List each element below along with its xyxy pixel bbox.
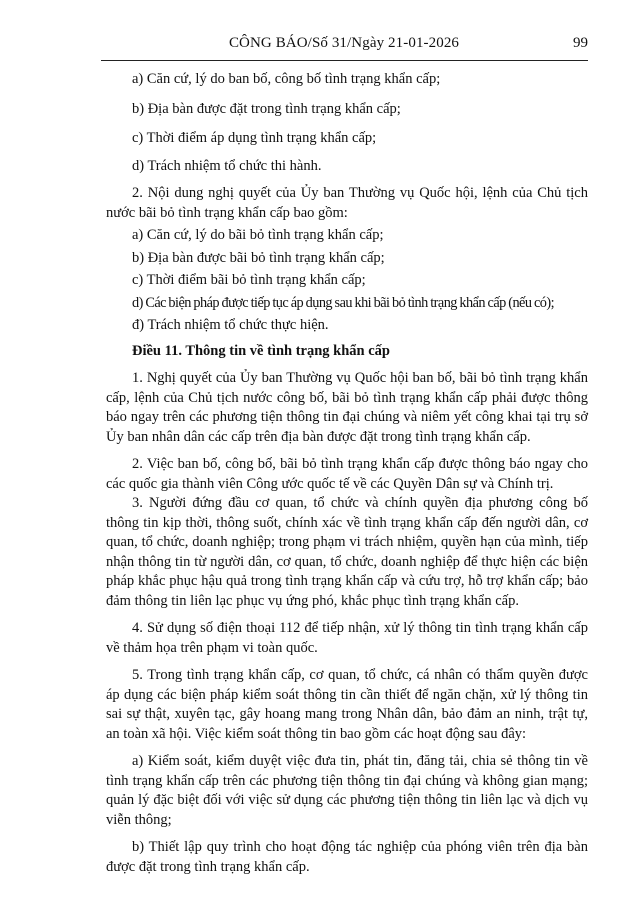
clause-paragraph: 5. Trong tình trạng khẩn cấp, cơ quan, tổ chức, cá nhân có thẩm quyền được áp dụng các biện pháp kiểm soát thông tin cần thiết để ngăn chặn, xử lý thông tin sai sự thật, xuyên tạc, gây hoang mang trong Nhân dân, bảo đảm an ninh, trật tự, an toàn xã hội. Việc kiểm soát thông tin bao gồm các hoạt động sau đây:: [106, 667, 588, 742]
gazette-title: CÔNG BÁO/Số 31/Ngày 21-01-2026: [228, 35, 460, 51]
clause-paragraph: 3. Người đứng đầu cơ quan, tổ chức và chính quyền địa phương công bố thông tin kịp thời, thông suốt, chính xác về tình trạng khẩn cấp đến người dân, cơ quan, tổ chức, doanh nghiệp; trong phạm vi trách nhiệm, quyền hạn của mình, tiếp nhận thông tin từ người dân, cơ quan, tổ chức, doanh nghiệp để thực hiện các biện pháp khắc phục hậu quả trong tình trạng khẩn cấp và cứu trợ, hỗ trợ khẩn cấp; bảo đảm thông tin liên lạc phục vụ ứng phó, khắc phục tình trạng khẩn cấp.: [106, 495, 588, 609]
clause-item: d) Các biện pháp được tiếp tục áp dụng sau khi bãi bỏ tình trạng khẩn cấp (nếu có);: [132, 294, 554, 311]
clause-item: d) Trách nhiệm tổ chức thi hành.: [132, 157, 322, 174]
clause-paragraph: 4. Sử dụng số điện thoại 112 để tiếp nhận, xử lý thông tin tình trạng khẩn cấp về thảm họa trên phạm vi toàn quốc.: [106, 620, 588, 656]
clause-paragraph: 1. Nghị quyết của Ủy ban Thường vụ Quốc hội ban bố, bãi bỏ tình trạng khẩn cấp, lệnh của Chủ tịch nước công bố, bãi bỏ tình trạng khẩn cấp phải được thông báo ngay trên các phương tiện thông tin đại chúng và niêm yết công khai tại trụ sở Ủy ban nhân dân các cấp trên địa bàn được đặt trong tình trạng khẩn cấp.: [106, 370, 588, 445]
clause-item: b) Thiết lập quy trình cho hoạt động tác nghiệp của phóng viên trên địa bàn được đặt trong tình trạng khẩn cấp.: [106, 839, 588, 875]
clause-item: đ) Trách nhiệm tổ chức thực hiện.: [132, 317, 329, 333]
clause-item: c) Thời điểm bãi bỏ tình trạng khẩn cấp;: [132, 272, 366, 288]
article-heading: Điều 11. Thông tin về tình trạng khẩn cấp: [132, 342, 390, 359]
clause-paragraph: 2. Nội dung nghị quyết của Ủy ban Thường vụ Quốc hội, lệnh của Chủ tịch nước bãi bỏ tình trạng khẩn cấp bao gồm:: [106, 185, 588, 221]
page-number: 99: [573, 35, 588, 51]
clause-item: b) Địa bàn được đặt trong tình trạng khẩn cấp;: [132, 100, 401, 117]
clause-item: a) Căn cứ, lý do ban bố, công bố tình trạng khẩn cấp;: [132, 71, 441, 87]
header-divider: [101, 60, 588, 61]
page-header: [100, 35, 588, 57]
clause-item: c) Thời điểm áp dụng tình trạng khẩn cấp;: [132, 130, 377, 146]
clause-item: a) Căn cứ, lý do bãi bỏ tình trạng khẩn cấp;: [132, 227, 384, 243]
clause-item: a) Kiểm soát, kiểm duyệt việc đưa tin, phát tin, đăng tải, chia sẻ thông tin về tình trạng khẩn cấp trên các phương tiện thông tin đại chúng và không gian mạng; quản lý đặc biệt đối với việc sử dụng các phương tiện thông tin liên lạc và dịch vụ viễn thông;: [106, 753, 588, 828]
clause-item: b) Địa bàn được bãi bỏ tình trạng khẩn cấp;: [132, 249, 385, 266]
clause-paragraph: 2. Việc ban bố, công bố, bãi bỏ tình trạng khẩn cấp được thông báo ngay cho các quốc gia thành viên Công ước quốc tế về các Quyền Dân sự và Chính trị.: [106, 456, 588, 492]
document-body: [106, 70, 588, 877]
